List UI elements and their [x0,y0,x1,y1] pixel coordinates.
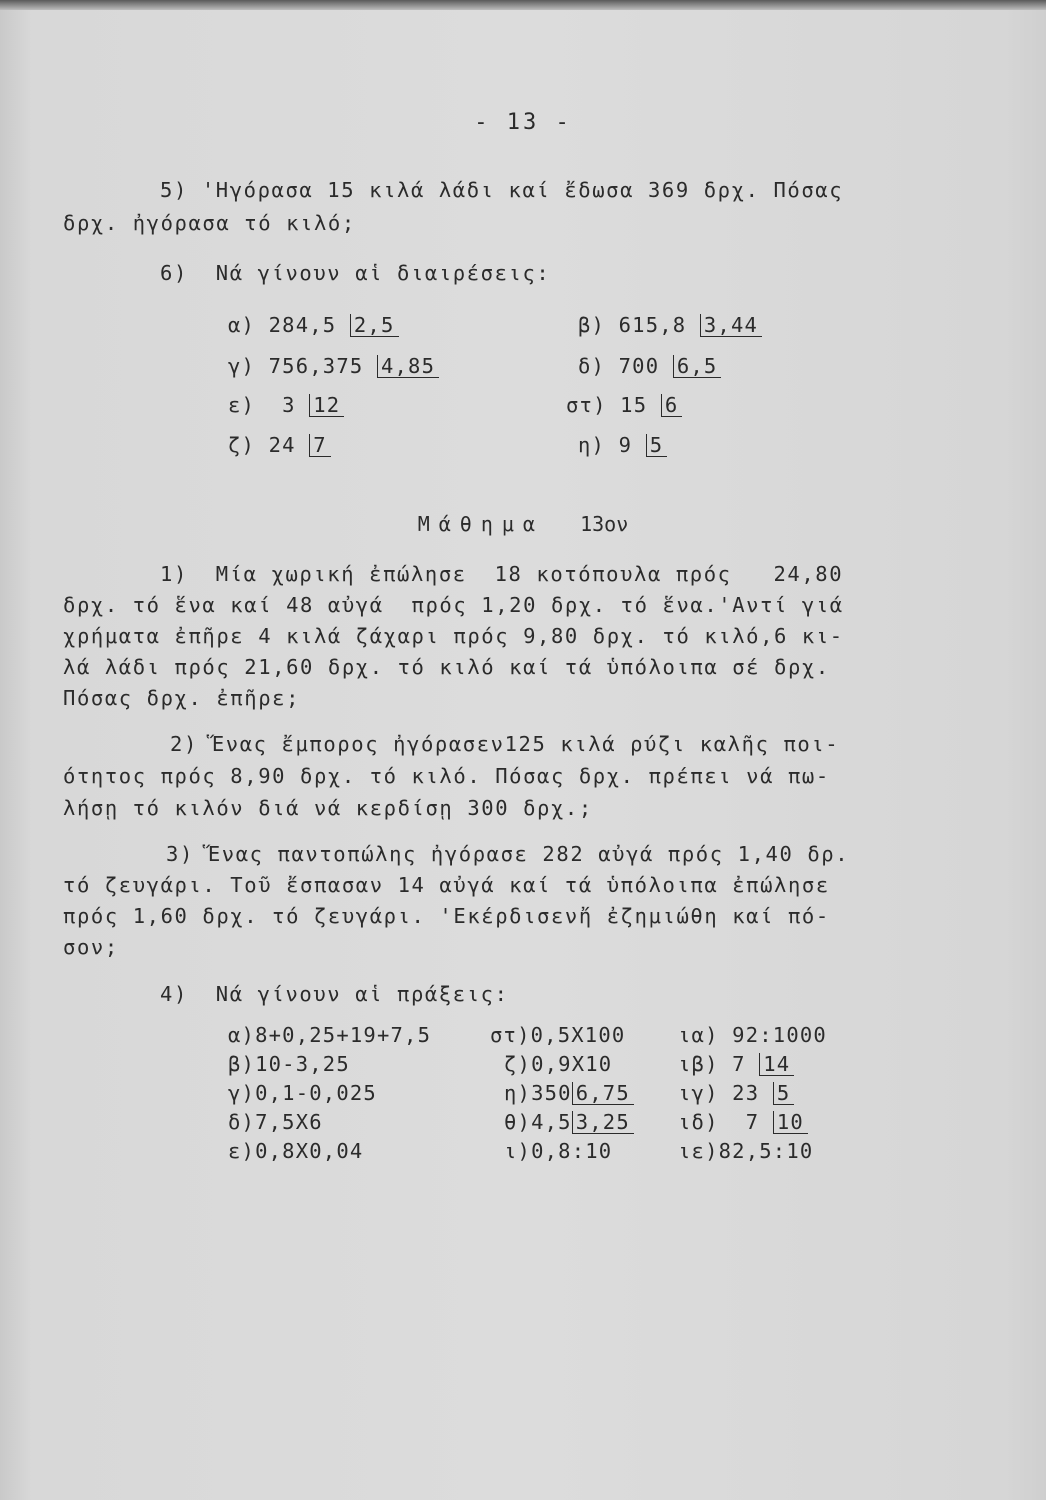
ex5-line-2: δρχ. ἠγόρασα τό κιλό; [63,211,356,235]
ex5-line-1: 5) 'Ηγόρασα 15 κιλά λάδι καί ἔδωσα 369 δρχ. Πόσας [160,178,844,202]
ex4-item [678,1110,808,1134]
ex4-item: ζ)0,9Χ10 [504,1052,613,1076]
division-item [228,313,399,337]
division-divisor: 2,5 [350,314,399,337]
ex2-line-3: λήσῃ τό κιλόν διά νά κερδίσῃ 300 δρχ.; [63,796,593,820]
ex3-line-4: σον; [63,935,119,959]
ex4-item [678,1052,794,1076]
division-dividend: ιδ) 7 [678,1110,760,1134]
division-item [566,393,682,417]
ex1-line-3: χρήματα ἐπῆρε 4 κιλά ζάχαρι πρός 9,80 δρχ. τό κιλό,6 κι- [63,624,844,648]
ex2-line-1: 2) Ἕνας ἔμπορος ἠγόρασεν125 κιλά ρύζι καλῆς ποι- [170,732,840,756]
ex4-item: στ)0,5Χ100 [490,1023,626,1047]
division-item [578,313,762,337]
division-dividend: ζ) 24 [228,433,296,457]
division-item [228,433,331,457]
division-dividend: α) 284,5 [228,313,337,337]
division-dividend: η)350 [504,1081,572,1105]
division-dividend: ε) 3 [228,393,296,417]
division-divisor: 14 [759,1053,794,1076]
ex3-line-3: πρός 1,60 δρχ. τό ζευγάρι. 'Εκέρδισενἤ ἐζημιώθη καί πό- [63,904,830,928]
division-divisor: 10 [773,1111,808,1134]
division-divisor: 12 [309,394,344,417]
division-dividend: ιβ) 7 [678,1052,746,1076]
ex1-line-2: δρχ. τό ἕνα καί 48 αὐγά πρός 1,20 δρχ. τό ἕνα.'Αντί γιά [63,593,844,617]
division-dividend: δ) 700 [578,354,660,378]
ex1-line-5: Πόσας δρχ. ἐπῆρε; [63,686,301,710]
division-dividend: ιγ) 23 [678,1081,760,1105]
division-dividend: θ)4,5 [504,1110,572,1134]
division-dividend: στ) 15 [566,393,648,417]
page-top-edge [0,0,1046,10]
ex4-item: ια) 92:1000 [678,1023,827,1047]
ex4-item [504,1110,634,1134]
ex4-item [504,1081,634,1105]
division-divisor: 3,25 [572,1111,634,1134]
division-divisor: 5 [646,434,668,457]
division-divisor: 7 [309,434,331,457]
division-divisor: 6,5 [673,355,722,378]
division-divisor: 4,85 [377,355,439,378]
lesson-title-number: 13ον [580,512,629,536]
ex4-item: ι)0,8:10 [504,1139,613,1163]
ex4-item: δ)7,5Χ6 [228,1110,323,1134]
ex4-item [678,1081,794,1105]
division-item [228,354,439,378]
division-divisor: 6,75 [572,1082,634,1105]
ex4-heading: 4) Νά γίνουν αἱ πράξεις: [160,982,509,1006]
ex4-item: β)10-3,25 [228,1052,350,1076]
division-dividend: γ) 756,375 [228,354,364,378]
ex4-item: α)8+0,25+19+7,5 [228,1023,432,1047]
division-divisor: 3,44 [700,314,762,337]
division-divisor: 6 [661,394,683,417]
ex4-item: ιε)82,5:10 [678,1139,814,1163]
ex3-line-2: τό ζευγάρι. Τοῦ ἔσπασαν 14 αὐγά καί τά ὑπόλοιπα ἐπώλησε [63,873,830,897]
page-number: - 13 - [474,110,572,135]
ex1-line-4: λά λάδι πρός 21,60 δρχ. τό κιλό καί τά ὑπόλοιπα σέ δρχ. [63,655,830,679]
division-item [578,354,721,378]
ex4-item: γ)0,1-0,025 [228,1081,377,1105]
division-dividend: β) 615,8 [578,313,687,337]
ex1-line-1: 1) Μία χωρική ἐπώλησε 18 κοτόπουλα πρός 24,80 [160,562,844,586]
ex4-item: ε)0,8Χ0,04 [228,1139,364,1163]
ex3-line-1: 3) Ἕνας παντοπώλης ἠγόρασε 282 αὐγά πρός 1,40 δρ. [166,842,850,866]
division-dividend: η) 9 [578,433,633,457]
lesson-title-word: Μάθημα [417,512,544,536]
division-item [578,433,667,457]
lesson-title [0,512,1046,536]
division-divisor: 5 [773,1082,795,1105]
division-item [228,393,344,417]
ex6-heading: 6) Νά γίνουν αἱ διαιρέσεις: [160,261,551,285]
ex2-line-2: ότητος πρός 8,90 δρχ. τό κιλό. Πόσας δρχ. πρέπει νά πω- [63,764,830,788]
